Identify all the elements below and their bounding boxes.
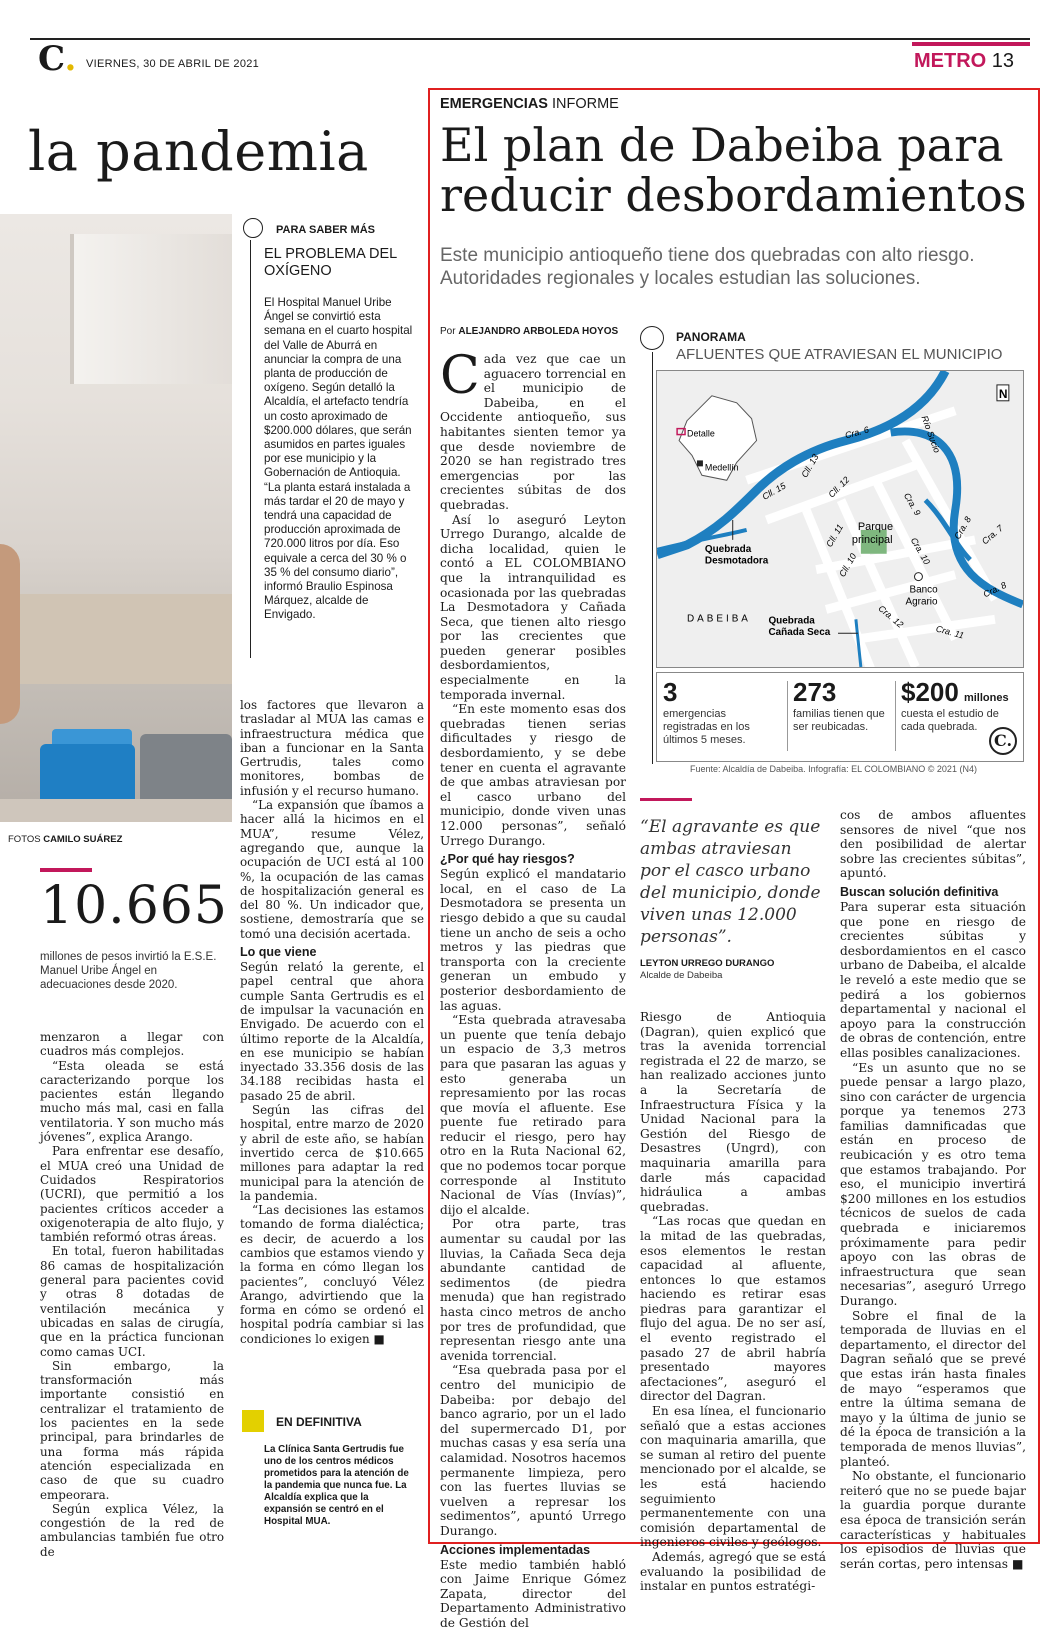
section-label: METRO 13	[914, 50, 1014, 73]
section-bar	[912, 42, 1030, 46]
label-q-canada: Quebrada Cañada Seca	[768, 615, 830, 638]
label-cll11: Cll. 11	[824, 522, 845, 548]
photo-credit: FOTOS CAMILO SUÁREZ	[8, 834, 122, 845]
article-subtitle: Este municipio antioqueño tiene dos quebradas con alto riesgo. Autoridades regionales y locales estudian las soluciones.	[440, 244, 1030, 290]
colombiano-badge: C.	[989, 727, 1017, 755]
paragraph: Según explicó el mandatario local, en el caso de La Desmotadora se presenta un riesgo debido a que su caudal tiene un ancho de seis a ocho metros y las piedras que transporta con la creciente generan un embudo y posterior desbordamiento de las aguas.	[440, 867, 626, 1013]
paragraph: menzaron a llegar con cuadros más complejos.	[40, 1030, 224, 1059]
para-saber-mas-label: PARA SABER MÁS	[276, 224, 375, 236]
label-cll10: Cll. 10	[837, 552, 858, 579]
lead-paragraph	[440, 352, 626, 513]
paragraph: Por otra parte, tras aumentar su caudal por las lluvias, la Cañada Seca deja abundante cantidad de sedimentos (de piedra menuda) que han registrado hasta cinco metros de ancho por tres de profundidad, que representan riesgo ante una avenida torrencial.	[440, 1217, 626, 1363]
para-saber-mas-text	[264, 296, 422, 623]
paragraph: “Esta oleada se está caracterizando porque los pacientes están llegando mucho más mal, casi en falla ventilatoria. Y son mucho más jóvenes”, explica Arango.	[40, 1059, 224, 1145]
label-banco: Banco Agrario	[906, 585, 939, 608]
article-column-3	[840, 808, 1026, 1571]
paragraph: Además, agregó que se está evaluando la posibilidad de instalar en puntos estratégi-	[640, 1550, 826, 1594]
sidebar-rule	[250, 240, 251, 658]
big-number-description: millones de pesos invirtió la E.S.E. Manuel Uribe Ángel en adecuaciones desde 2020.	[40, 950, 230, 992]
newspaper-logo: C.	[38, 42, 76, 76]
left-column-2	[240, 698, 424, 1346]
paragraph: “La expansión que íbamos a hacer allá la hicimos en el MUA”, resume Vélez, agregando que, aunque la ocupación de UCI está al 100 %, la ocupación de las camas de hospitalización general es del 80 %. Un indicador que, sostiene, demostraría que se tomó una decisión acertada.	[240, 798, 424, 941]
paragraph: “En este momento esas dos quebradas tienen serias dificultades y riesgo de desbordamiento, y se debe tener en cuenta el agravante de que ambas atraviesan por el casco urbano del municipio, donde viven unas 12.000 personas”, señaló Urrego Durango.	[440, 702, 626, 848]
paragraph: “Las decisiones las estamos tomando de forma dialéctica; es decir, de acuerdo a los cambios que estamos viendo y la forma en cómo llegan los pacientes”, concluyó Vélez Arango, advirtiendo que la forma en cómo se ordenó el hospital podría cambiar si las condiciones lo exigen ■	[240, 1203, 424, 1346]
pull-quote: “El agravante es que ambas atraviesan por el casco urbano del municipio, donde viven unas 12.000 personas”.	[640, 816, 826, 948]
label-cra8: Cra. 8	[982, 580, 1008, 599]
label-cra9: Cra. 9	[902, 491, 923, 517]
panorama-title: AFLUENTES QUE ATRAVIESAN EL MUNICIPIO	[676, 346, 1002, 363]
rain-cloud-icon	[640, 326, 664, 350]
paragraph: Sobre el final de la temporada de lluvias en el departamento, el director del Dagran señaló que se prevé que estas irán hasta finales de mayo “esperamos que entre la última semana de mayo y la última de junio se dé la época de transición a la temporada de menos lluvias”, planteó.	[840, 1309, 1026, 1470]
paragraph: En total, fueron habilitadas 86 camas de hospitalización general para pacientes covid y otras 8 dotadas de ventilación mecánica y ubicadas en salas de cirugía, que en la práctica funcionan como camas UCI.	[40, 1244, 224, 1358]
quote-author: LEYTON URREGO DURANGO	[640, 958, 774, 969]
paragraph: “Es un asunto que no se puede pensar a largo plazo, sino con carácter de urgencia porque ya tenemos 273 familias damnificadas que están en proceso de reubicación y es otro tema que estamos trabajando. Por eso, el municipio invertirá $200 millones en los estudios técnicos de suelos de cada quebrada e iniciaremos próximamente para pedir apoyo con las obras de infraestructura que sean necesarias”, aseguró Urrego Durango.	[840, 1061, 1026, 1309]
label-cra7: Cra. 7	[980, 522, 1006, 546]
para-saber-mas-title: EL PROBLEMA DEL OXÍGENO	[264, 246, 424, 280]
label-cll12: Cll. 12	[826, 475, 851, 500]
label-cra6: Cra. 6	[844, 425, 870, 441]
paragraph: Así lo aseguró Leyton Urrego Durango, alcalde de dicha localidad, quien le contó a EL COLOMBIANO que la intranquilidad es ocasionada por las quebradas La Desmotadora y Cañada Seca, que tienen alto riesgo por las crecientes que pueden generar posibles desbordamientos, especialmente en la temporada invernal.	[440, 513, 626, 703]
dateline: VIERNES, 30 DE ABRIL DE 2021	[86, 58, 259, 70]
paragraph: “La planta estará instalada a más tardar el 20 de mayo y tendrá una capacidad de producción aproximada de 720.000 litros por día. Eso equivale a cerca del 30 % o 35 % del consumo diario”, informó Braulio Espinosa Márquez, alcalde de Envigado.	[264, 481, 422, 623]
paragraph: “Las rocas que quedan en la mitad de las quebradas, esos elementos le restan capacidad al afluente, entonces lo que estamos haciendo es retirar esas piedras para garantizar el flujo del agua. De no ser así, el evento registrado el pasado 27 de abril habría presentado mayores afectaciones”, aseguró el director del Dagran.	[640, 1214, 826, 1404]
paragraph: Sin embargo, la transformación más importante consistió en centralizar el tratamiento de los pacientes en la sede principal, para brindarles de una forma más rápida atención especializada en caso de que su cuadro empeorara.	[40, 1359, 224, 1502]
byline: Por ALEJANDRO ARBOLEDA HOYOS	[440, 326, 618, 337]
checker-icon	[242, 1410, 264, 1432]
subheading: Acciones implementadas	[440, 1543, 626, 1557]
paragraph: Riesgo de Antioquia (Dagran), quien explicó que tras la avenida torrencial registrada el 22 de marzo, se han realizado acciones junto a la Secretaría de Infraestructura Física y la Unidad Nacional para la Gestión del Riesgo de Desastres (Ungrd), con maquinaria amarilla para darle más capacidad hidráulica a ambas quebradas.	[640, 1010, 826, 1214]
drop-cap: C	[440, 354, 480, 398]
paragraph: En esa línea, el funcionario señaló que a estas acciones con maquinaria amarilla, que se suman al retiro del puente mencionado por el alcalde, se les está haciendo seguimiento permanentemente con una comisión departamental de ingenieros civiles y geólogos.	[640, 1404, 826, 1550]
en-definitiva-label: EN DEFINITIVA	[276, 1415, 362, 1429]
label-cra11: Cra. 11	[935, 624, 965, 641]
lead-text: ada vez que cae un aguacero torrencial en el municipio de Dabeiba, en el Occidente antioqueño, sus habitantes sienten temor ya que desde noviembre de 2020 se han registrado tres emergencias por las crecientes súbitas de dos quebradas.	[440, 352, 626, 512]
paragraph: cos de ambos afluentes sensores de nivel “que nos den posibilidad de alertar sobre las crecientes súbitas”, apuntó.	[840, 808, 1026, 881]
label-cra10: Cra. 10	[909, 536, 932, 566]
label-dabeiba: DABEIBA	[687, 613, 751, 624]
label-q-desmotadora: Quebrada Desmotadora	[705, 544, 769, 567]
article-column-2	[640, 1010, 826, 1594]
paragraph: Según las cifras del hospital, entre marzo de 2020 y abril de este año, se habían invertido cerca de $10.665 millones para adaptar la red municipal para la atención de la pandemia.	[240, 1103, 424, 1203]
label-medellin: Medellín	[705, 462, 739, 472]
stat-millones: $200 millones cuesta el estudio de cada quebrada.	[901, 677, 1009, 734]
paragraph: “Esta quebrada atravesaba un puente que tenía debajo un espacio de 3,3 metros para que pasaran las aguas y esto generaba un represamiento por las rocas que movía el afluente. Ese puente fue retirado para reducir el riesgo, pero hay otro en la Ruta Nacional 62, que no podemos tocar porque corresponde al Instituto Nacional de Vías (Invías)”, dijo el alcalde.	[440, 1013, 626, 1217]
paragraph: Según relató la gerente, el papel central que ahora cumple Santa Gertrudis es el de impulsar la vacunación en Envigado. De acuerdo con el último reporte de la Alcaldía, en ese municipio se habían inyectado 33.356 dosis de las 34.188 recibidas hasta el pasado 25 de abril.	[240, 960, 424, 1103]
panorama-stats	[656, 672, 1024, 762]
stat-divider	[895, 681, 896, 751]
north-label: N	[999, 387, 1008, 401]
paragraph: Para superar esta situación que pone en riesgo de crecientes súbitas y desbordamientos en el casco urbano de Dabeiba, el alcalde le reveló a este medio que se pedirá a los gobiernos departamental y nacional el apoyo para la construcción de obras de contención, entre ellas posibles canalizaciones.	[840, 900, 1026, 1061]
quote-role: Alcalde de Dabeiba	[640, 970, 722, 981]
top-rule	[30, 38, 1030, 40]
hospital-photo	[0, 214, 232, 822]
subheading: Lo que viene	[240, 945, 424, 959]
stat-divider	[787, 681, 788, 751]
paragraph: Según explica Vélez, la congestión de la red de ambulancias también fue otro de	[40, 1502, 224, 1559]
label-rio: Río Sucio	[920, 414, 943, 454]
panorama-rule	[652, 352, 653, 764]
label-cll13: Cll. 13	[799, 452, 820, 479]
paragraph: Para enfrentar ese desafío, el MUA creó una Unidad de Cuidados Respiratorios (UCRI), que permitió a los pacientes críticos acceder a oxigenoterapia de alto flujo, y también reformó otras áreas.	[40, 1144, 224, 1244]
article-column-1	[440, 352, 626, 1630]
bignum-bar	[40, 868, 92, 872]
paragraph: No obstante, el funcionario reiteró que no se puede bajar la guardia porque durante esa época de transición serán características y habituales los episodios de lluvias que serán cortas, pero intensas ■	[840, 1469, 1026, 1571]
label-detalle: Detalle	[687, 429, 715, 439]
article-title: El plan de Dabeiba para reducir desbordamientos	[440, 120, 1030, 220]
subheading: ¿Por qué hay riesgos?	[440, 852, 626, 866]
dabeiba-map	[656, 370, 1024, 668]
label-cll15: Cll. 15	[761, 481, 788, 502]
label-cra8b: Cra. 8	[952, 515, 973, 541]
big-number: 10.665	[40, 876, 228, 936]
stat-emergencias: 3 emergencias registradas en los últimos 5 meses.	[663, 677, 783, 747]
left-column-1	[40, 1030, 224, 1559]
paragraph: El Hospital Manuel Uribe Ángel se convirtió esta semana en el cuarto hospital del Valle de Aburrá en anunciar la compra de una planta de producción de oxígeno. Según detalló la Alcaldía, el artefacto tendría un costo aproximado de $200.000 dólares, que serán asumidos en partes iguales por ese municipio y la Gobernación de Antioquia.	[264, 296, 422, 481]
paragraph: Este medio también habló con Jaime Enrique Gómez Zapata, director del Departamento Administrativo de Gestión del	[440, 1558, 626, 1630]
subheading: Buscan solución definitiva	[840, 885, 1026, 899]
infographic-source: Fuente: Alcaldía de Dabeiba. Infografía: EL COLOMBIANO © 2021 (N4)	[690, 764, 977, 774]
en-definitiva-text: La Clínica Santa Gertrudis fue uno de los centros médicos prometidos para la atención de la pandemia que nunca fue. La Alcaldía explica que la expansión se centró en el Hospital MUA.	[264, 1444, 414, 1528]
page-number: 13	[992, 50, 1014, 72]
stat-familias: 273 familias tienen que ser reubicadas.	[793, 677, 893, 734]
article-kicker: EMERGENCIAS INFORME	[440, 96, 619, 112]
label-parque: Parque principal	[852, 521, 893, 546]
left-headline: la pandemia	[28, 120, 369, 183]
quote-bar	[640, 798, 692, 801]
label-cra12: Cra. 12	[876, 603, 905, 629]
paragraph: los factores que llevaron a trasladar al MUA las camas e infraestructura médica que iban a funcionar en la Santa Gertrudis, tales como monitores, bombas de infusión y el recurso humano.	[240, 698, 424, 798]
rocket-icon	[243, 218, 263, 238]
paragraph: “Esa quebrada pasa por el centro del municipio de Dabeiba: por debajo del banco agrario, por un el lado del supermercado D1, por muchas casas y esa sería una calamidad. Nosotros hacemos permanente limpieza, pero con las fuertes lluvias se vuelven a represar los sedimentos”, apuntó Urrego Durango.	[440, 1363, 626, 1538]
panorama-label: PANORAMA	[676, 330, 746, 344]
